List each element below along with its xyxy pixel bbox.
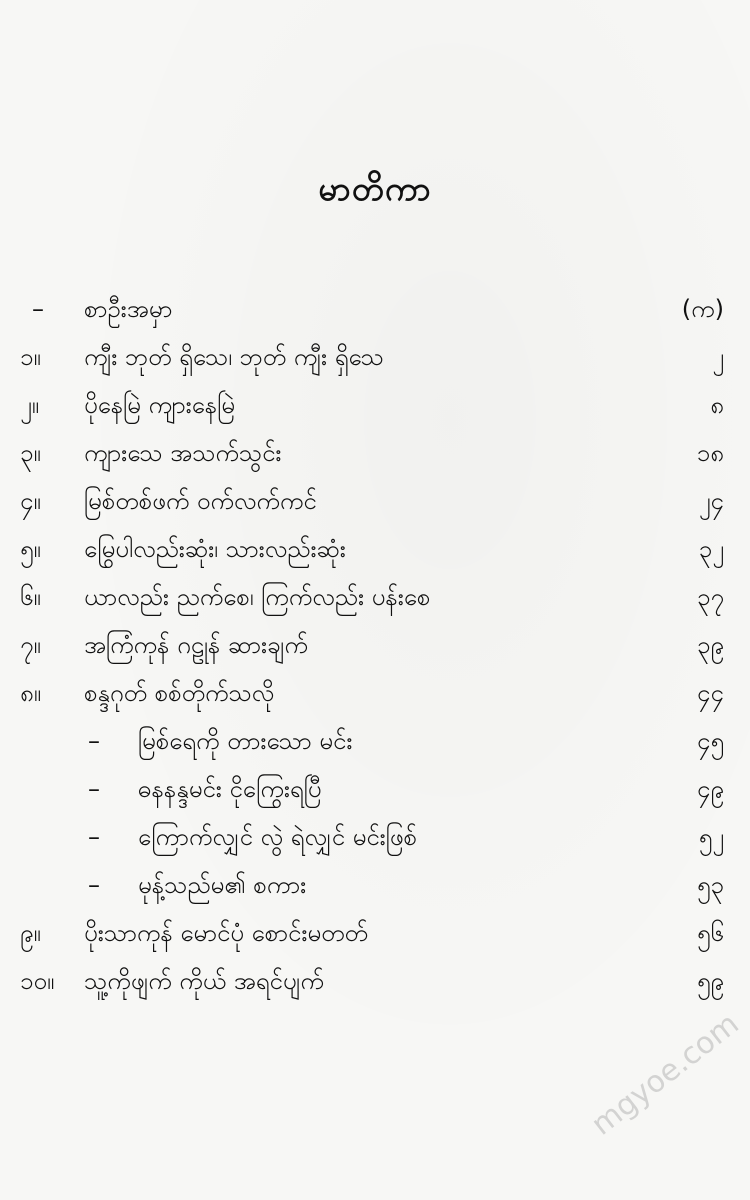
toc-entry-page-number: ၈	[710, 391, 724, 419]
toc-entry-number: ၆။	[20, 583, 41, 611]
toc-entry-number: ၇။	[20, 631, 41, 659]
toc-entry-number: ၁။	[20, 343, 41, 371]
toc-entry-page-number: ၂	[712, 343, 724, 371]
watermark: mgyoe.com	[585, 1006, 746, 1143]
toc-entry	[0, 334, 750, 380]
toc-entry-page-number: ၄၉	[697, 775, 724, 803]
toc-entry-page-number: ၅၃	[697, 871, 724, 899]
toc-entry-page-number: ၅၆	[697, 919, 724, 947]
toc-entry-title: စန္ဒဂုတ် စစ်တိုက်သလို	[84, 679, 275, 707]
toc-entry-page-number: ၅၉	[697, 967, 724, 995]
toc-subentry	[0, 718, 750, 764]
toc-entry-title: ကျီး ဘုတ် ရှိသေ၊ ဘုတ် ကျီး ရှိသေ	[84, 343, 384, 371]
toc-entry-dash: –	[88, 775, 100, 803]
toc-entry	[0, 622, 750, 668]
page-title: မာတိကာ	[318, 169, 432, 208]
toc-entry-title: ပိုနေမြဲ ကျားနေမြဲ	[84, 391, 235, 419]
toc-entry	[0, 574, 750, 620]
toc-entry-page-number: ၂၄	[698, 487, 724, 515]
toc-subentry	[0, 862, 750, 908]
toc-entry-number: ၄။	[20, 487, 41, 515]
toc-entry-title: အကြံကုန် ဂဠုန် ဆားချက်	[84, 631, 308, 659]
toc-entry	[0, 526, 750, 572]
toc-entry-page-number: ၅၂	[698, 823, 724, 851]
toc-entry-number: ၂။	[20, 391, 40, 419]
toc-entry-dash: –	[88, 871, 100, 899]
toc-entry-title: မုန့်သည်မ၏ စကား	[138, 871, 307, 899]
toc-entry-title: မြွေပါလည်းဆုံး၊ သားလည်းဆုံး	[84, 535, 346, 563]
toc-entry	[0, 382, 750, 428]
toc-entry-dash: –	[88, 727, 100, 755]
toc-entry	[0, 286, 750, 332]
toc-subentry	[0, 814, 750, 860]
toc-entry-page-number: ၃၇	[697, 583, 724, 611]
toc-entry-title: စာဦးအမှာ	[84, 295, 173, 323]
toc-entry	[0, 910, 750, 956]
toc-entry-page-number: ၃၉	[697, 631, 724, 659]
toc-entry-title: ပိုးသာကုန် မောင်ပုံ စောင်းမတတ်	[84, 919, 368, 947]
toc-entry-number: ၃။	[20, 439, 41, 467]
toc-entry-title: သူ့ကိုဖျက် ကိုယ် အရင်ပျက်	[84, 967, 324, 995]
toc-entry-page-number: ၄၅	[697, 727, 724, 755]
toc-entry-title: မြစ်ရေကို တားသော မင်း	[138, 727, 353, 755]
toc-entry-page-number: (က)	[681, 295, 724, 323]
toc-entry-dash: –	[32, 295, 44, 323]
toc-entry	[0, 478, 750, 524]
toc-entry-number: ၈။	[20, 679, 41, 707]
toc-entry	[0, 670, 750, 716]
toc-entry-number: ၅။	[20, 535, 41, 563]
toc-entry-page-number: ၃၂	[698, 535, 724, 563]
toc-entry-number: ၉။	[20, 919, 41, 947]
toc-entry-number: ၁၀။	[20, 967, 55, 995]
toc-entry-page-number: ၄၄	[697, 679, 724, 707]
toc-entry-title: ကြောက်လျှင် လွဲ ရဲလျှင် မင်းဖြစ်	[138, 823, 417, 851]
toc-entry-title: မြစ်တစ်ဖက် ဝက်လက်ကင်	[84, 487, 317, 515]
toc-entry-title: ကျားသေ အသက်သွင်း	[84, 439, 282, 467]
toc-entry-title: ယာလည်း ညက်စေ၊ ကြက်လည်း ပန်းစေ	[84, 583, 431, 611]
toc-entry	[0, 958, 750, 1004]
toc-entry-title: ဓနနန္ဒမင်း ငိုကြွေးရပြီ	[138, 775, 322, 803]
toc-subentry	[0, 766, 750, 812]
toc-entry-page-number: ၁၈	[696, 439, 724, 467]
toc-entry-dash: –	[88, 823, 100, 851]
toc-entry	[0, 430, 750, 476]
